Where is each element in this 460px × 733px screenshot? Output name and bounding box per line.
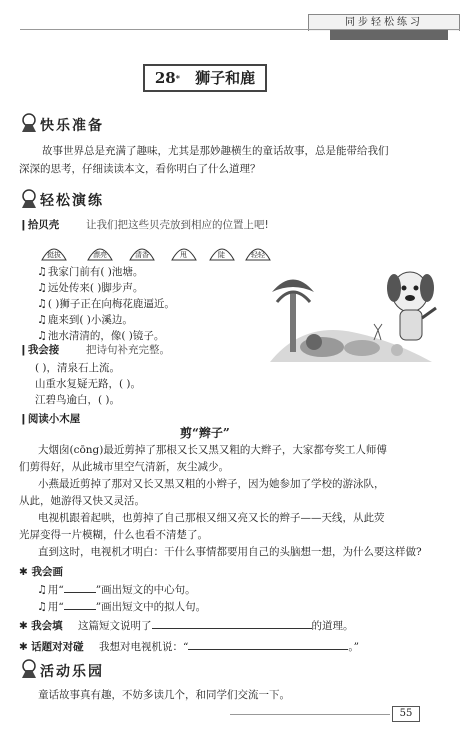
note-icon: ❙ <box>19 219 28 231</box>
connect-label: ❙我会接 <box>19 344 60 356</box>
header-sub-bar <box>330 30 448 40</box>
shell-icon <box>170 238 198 262</box>
note-icon: ♫ <box>37 297 47 310</box>
svg-text:甩: 甩 <box>180 251 187 259</box>
reading-label: ❙阅读小木屋 <box>19 413 81 425</box>
note-icon: ♫ <box>37 313 47 326</box>
section-happy-prep-title: 快乐准备 <box>40 118 104 134</box>
series-header: 同步轻松练习 <box>308 14 460 31</box>
shell-item: ♫鹿来到( )小溪边。 <box>37 313 133 326</box>
shell-icon <box>86 238 114 262</box>
draw-item-1: ♫用“ ”画出短文的中心句。 <box>37 583 196 596</box>
section-practice-title: 轻松演练 <box>40 193 104 209</box>
lesson-title-box: 28* 狮子和鹿 <box>143 64 267 92</box>
pick-shells-label: ❙拾贝壳 <box>19 219 60 231</box>
connect-instruction: 把诗句补充完整。 <box>86 344 170 356</box>
shell-icon <box>208 238 236 262</box>
reading-p4-line1: 直到这时，电视机才明白：干什么事情都要用自己的头脑想一想，为什么要这样做? <box>38 546 422 558</box>
fill-question: ✱ 我会填 这篇短文说明了 的道理。 <box>19 620 354 632</box>
note-icon: ♫ <box>37 281 47 294</box>
reading-p3-line1: 电视机跟着起哄，也剪掉了自己那根又细又亮又长的辫子——天线，从此荧 <box>38 512 385 524</box>
svg-text:轻轻: 轻轻 <box>251 251 265 259</box>
page-number: 55 <box>392 706 420 722</box>
star-icon: ✱ <box>19 641 28 653</box>
note-icon: ❙ <box>19 413 28 425</box>
shell-item: ♫我家门前有( )池塘。 <box>37 265 144 278</box>
pencil-figure-icon <box>18 188 40 210</box>
shell-item: ♫远处传来( )脚步声。 <box>37 281 144 294</box>
pencil-figure-icon <box>18 112 40 134</box>
note-icon: ♫ <box>37 600 47 613</box>
shell-item: ♫池水清清的，像( )镜子。 <box>37 329 165 342</box>
pencil-figure-icon <box>18 658 40 680</box>
note-icon: ♫ <box>37 583 47 596</box>
poem-line-3: 江碧鸟逾白，( )。 <box>35 394 121 406</box>
star-icon: ✱ <box>19 566 28 578</box>
draw-label: ✱ 我会画 <box>19 566 63 578</box>
intro-line-1: 故事世界总是充满了趣味，尤其是那妙趣横生的童话故事，总是能带给我们 <box>42 145 389 157</box>
lesson-number: 28 <box>154 69 176 87</box>
reading-p2-line2: 从此，她游得又快又灵活。 <box>19 495 145 507</box>
poem-line-1: ( )，清泉石上流。 <box>35 362 121 374</box>
shell-icon <box>128 238 156 262</box>
activity-text: 童话故事真有趣，不妨多读几个，和同学们交流一下。 <box>38 689 290 701</box>
shell-icon <box>244 238 272 262</box>
svg-text:陡: 陡 <box>218 251 225 259</box>
shell-item: ♫( )狮子正在向梅花鹿逼近。 <box>37 297 175 310</box>
svg-text:漂亮: 漂亮 <box>93 251 107 259</box>
section-activity-title: 活动乐园 <box>40 664 104 680</box>
talk-question: ✱ 话题对对碰 我想对电视机说：“ 。” <box>19 641 359 653</box>
lesson-title: 狮子和鹿 <box>195 69 256 87</box>
star-icon: ✱ <box>19 620 28 632</box>
reading-p1-line2: 们剪得好，从此城市里空气清新，灰尘减少。 <box>19 461 229 473</box>
shell-row <box>40 236 270 264</box>
note-icon: ♫ <box>37 329 47 342</box>
shell-text: 挺拔 <box>47 251 61 259</box>
svg-text:清香: 清香 <box>135 251 149 259</box>
pick-shells-instruction: 让我们把这些贝壳放到相应的位置上吧! <box>86 219 269 231</box>
reading-p3-line2: 光屏变得一片模糊，什么也看不清楚了。 <box>19 529 208 541</box>
reading-p1-line1: 大烟囱(cōng)最近剪掉了那根又长又黑又粗的大辫子，大家都夸奖工人师傅 <box>38 444 387 456</box>
note-icon: ♫ <box>37 265 47 278</box>
reading-p2-line1: 小燕最近剪掉了那对又长又黑又粗的小辫子，因为她参加了学校的游泳队， <box>38 478 385 490</box>
shell-icon <box>40 238 68 262</box>
lion-and-deer-illustration <box>262 262 440 372</box>
draw-item-2: ♫用“ ”画出短文中的拟人句。 <box>37 600 207 613</box>
reading-title: 剪“辫子” <box>180 426 230 440</box>
footer-rule <box>230 714 390 715</box>
poem-line-2: 山重水复疑无路，( )。 <box>35 378 142 390</box>
intro-line-2: 深深的思考，仔细读读本文，看你明白了什么道理？ <box>19 163 261 175</box>
note-icon: ❙ <box>19 344 28 356</box>
